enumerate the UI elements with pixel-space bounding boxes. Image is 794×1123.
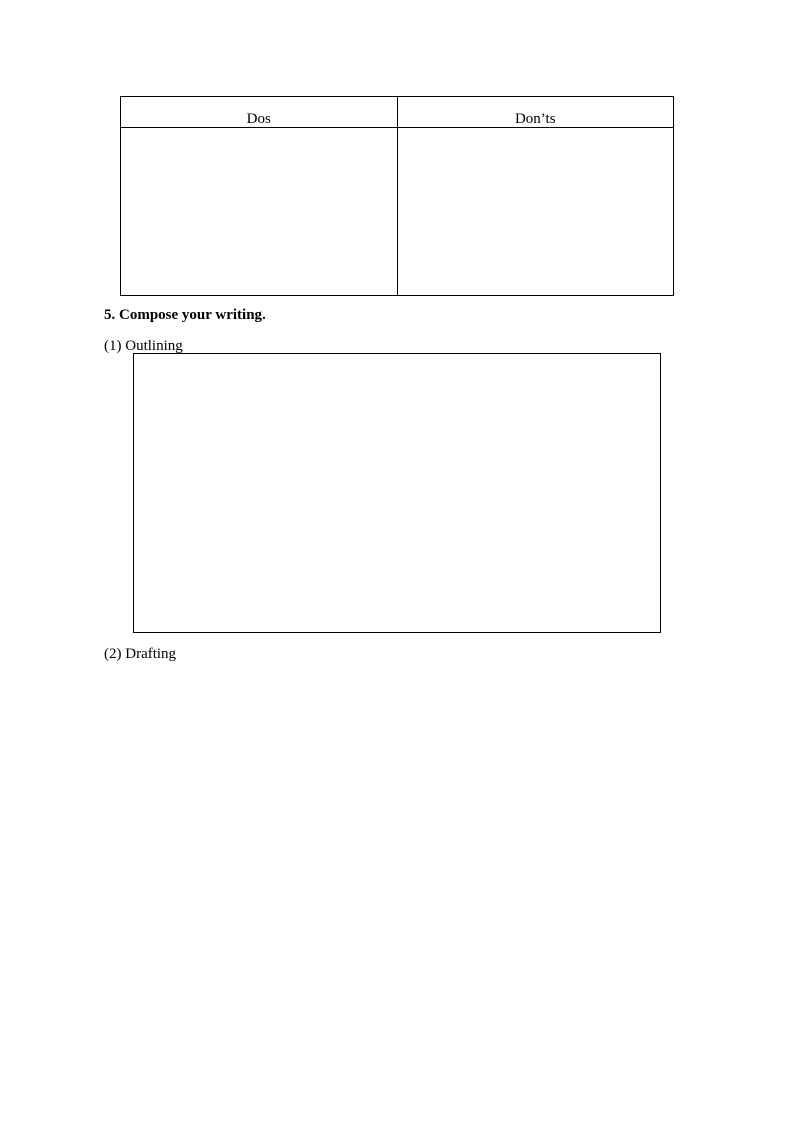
donts-answer-cell[interactable] bbox=[397, 128, 674, 296]
section-title: 5. Compose your writing. bbox=[104, 307, 266, 323]
dos-answer-cell[interactable] bbox=[121, 128, 398, 296]
dos-column-header: Dos bbox=[121, 97, 398, 128]
dos-donts-table bbox=[120, 96, 674, 296]
outlining-label: (1) Outlining bbox=[104, 338, 183, 354]
donts-column-header: Don’ts bbox=[397, 97, 674, 128]
drafting-label: (2) Drafting bbox=[104, 646, 177, 662]
table-header-row bbox=[121, 97, 674, 128]
table-row bbox=[121, 128, 674, 296]
outlining-box[interactable] bbox=[133, 353, 661, 633]
